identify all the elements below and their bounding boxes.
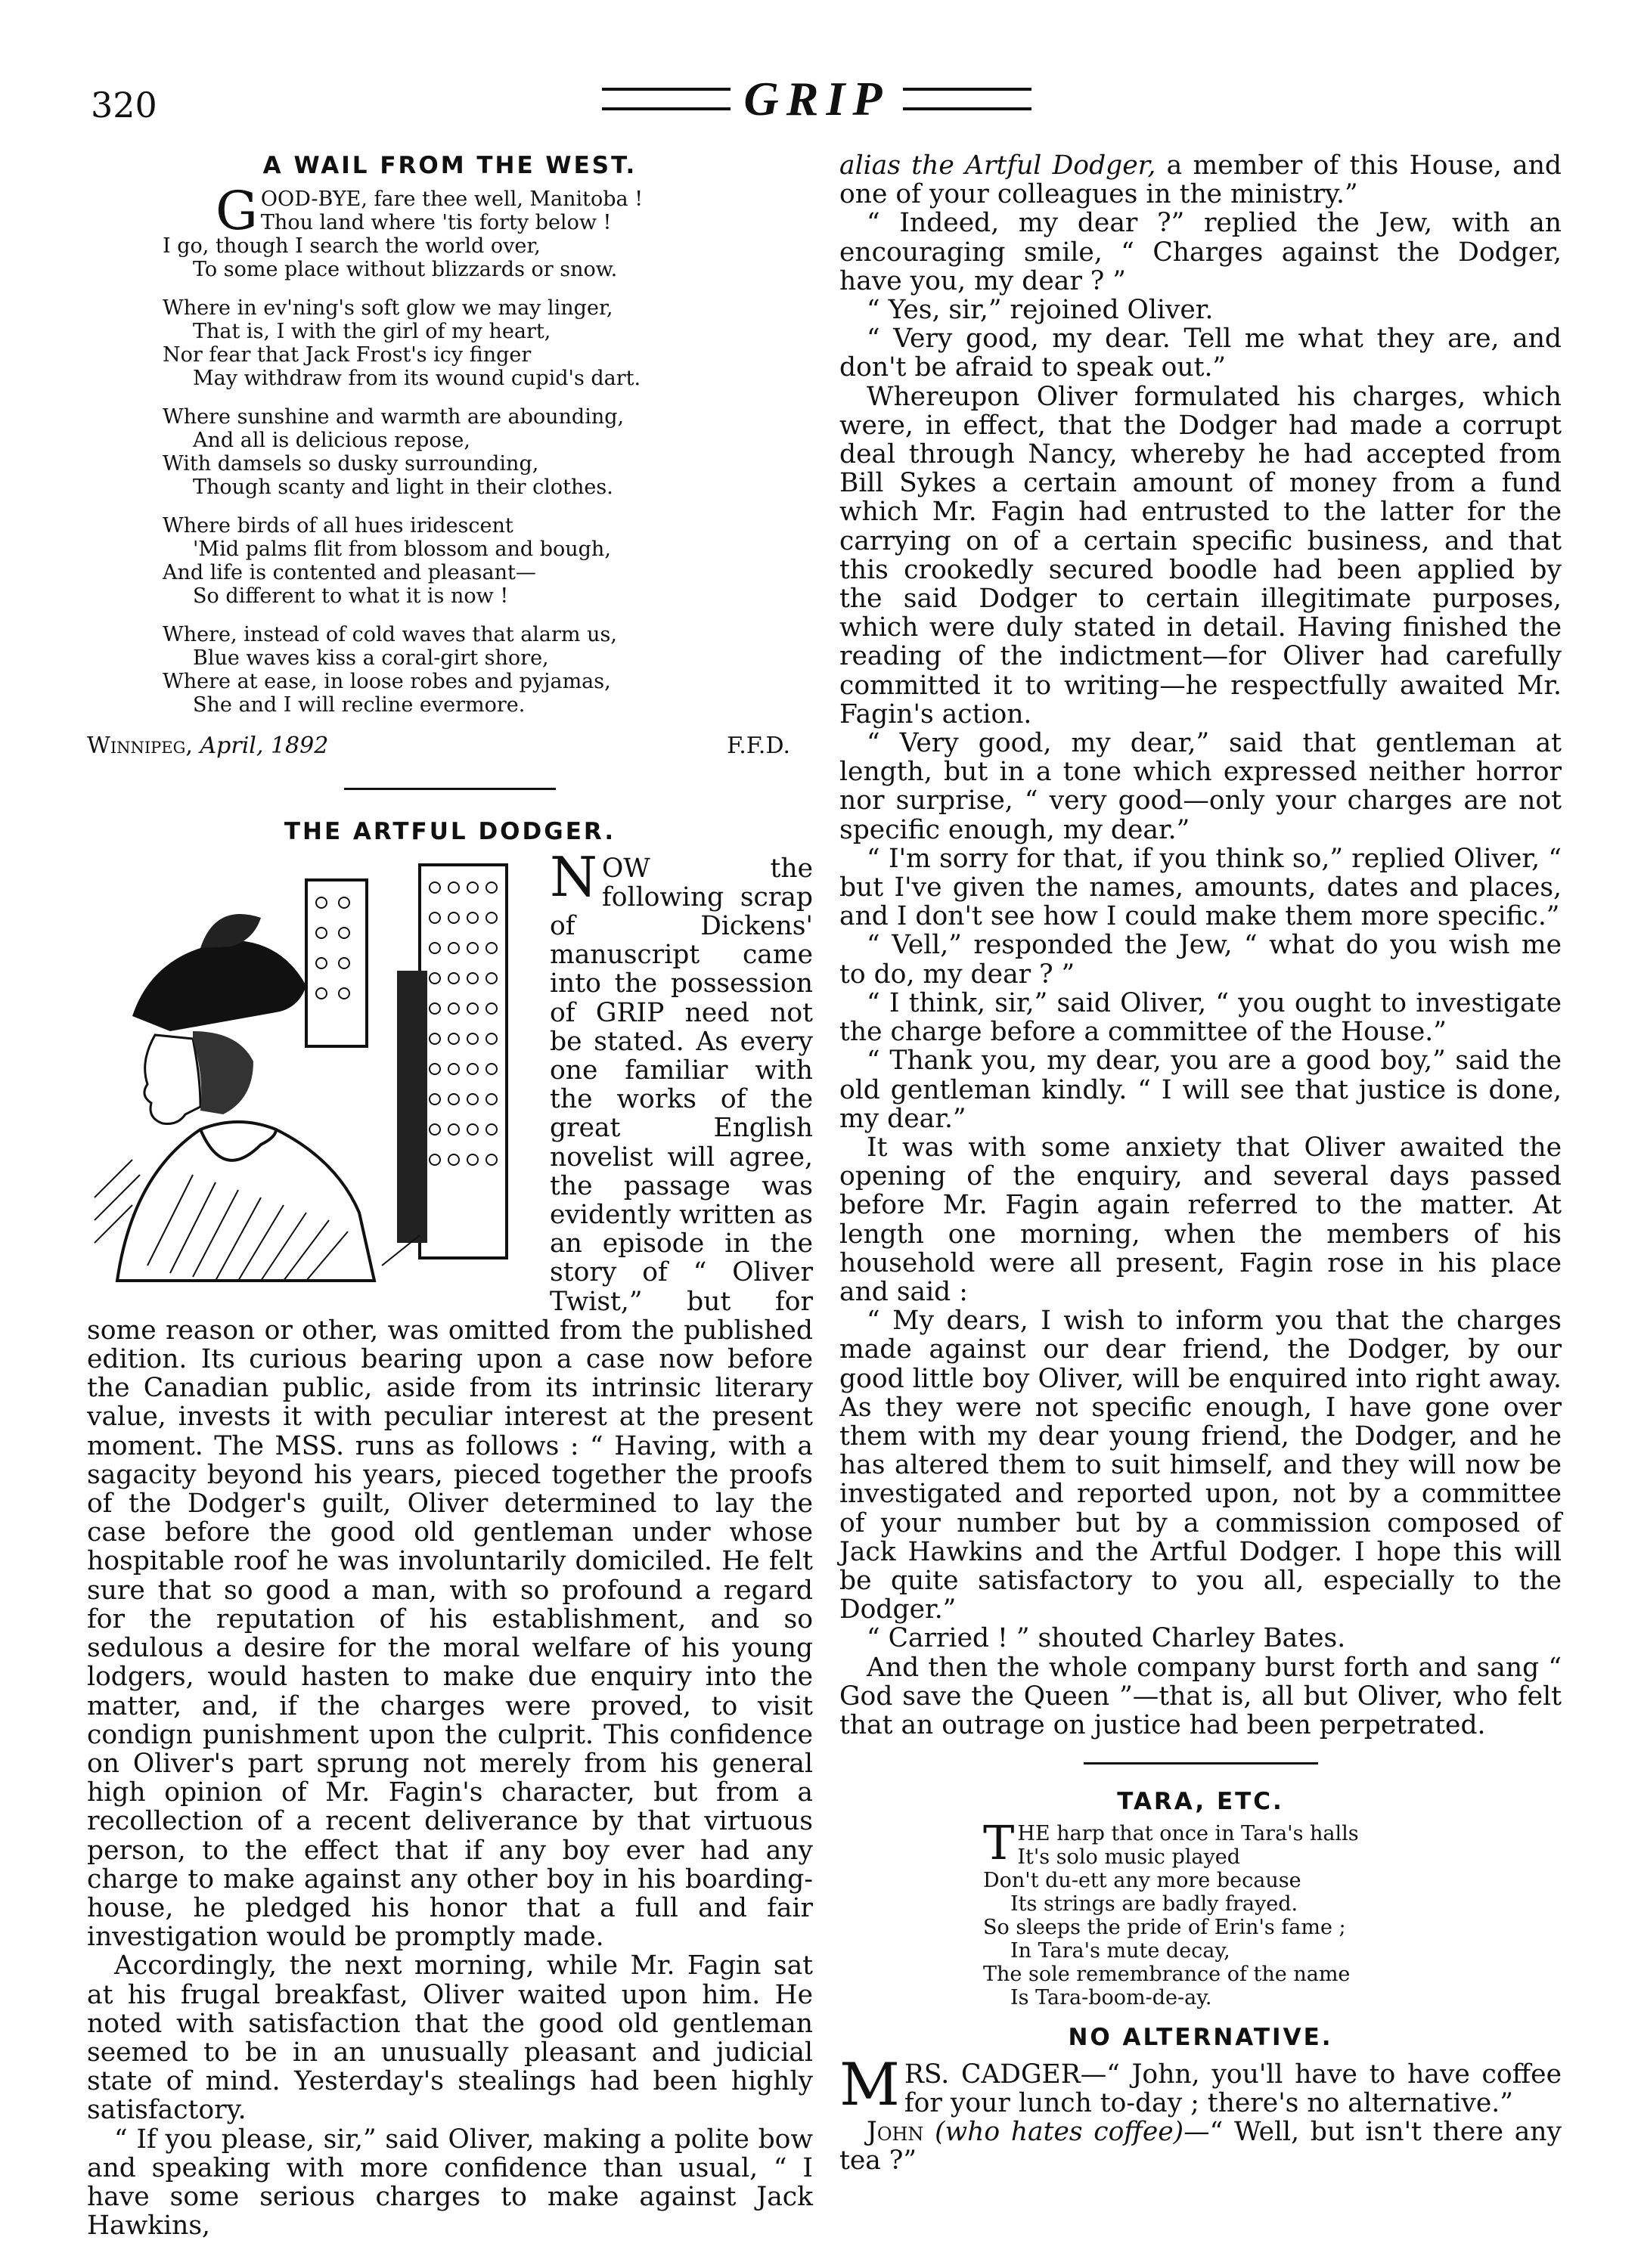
wail-stanza: [163, 514, 813, 608]
dodger-paragraph: “ If you please, sir,” said Oliver, making a polite bow and speaking with more confidence than usual, “ I have some serious charges to make against Jack Hawkins,: [87, 2124, 813, 2242]
dodger-paragraph: Accordingly, the next morning, while Mr. Fagin sat at his frugal breakfast, Oliver waited upon him. He noted with satisfaction that the good old gentleman seemed to be in an unusually pleasant and judicial state of mind. Yesterday's stealings had been highly satisfactory.: [87, 1950, 813, 2126]
poem-line: Though scanty and light in their clothes.: [193, 476, 613, 500]
poem-line: Its strings are badly frayed.: [1010, 1892, 1298, 1916]
masthead: [575, 73, 1059, 125]
signoff-dateline: [87, 732, 328, 761]
dodger-paragraph: “ Very good, my dear,” said that gentleman at length, but in a tone which expressed neither horror nor surprise, “ very good—only your charges are not specific enough, my dear.”: [839, 728, 1562, 845]
drop-cap: N: [550, 844, 597, 909]
dodger-paragraph: Whereupon Oliver formulated his charges, which were, in effect, that the Dodger had made a corrupt deal through Nancy, whereby he had accepted from Bill Sykes a certain amount of money from a fund which Mr. Fagin had entrusted to the latter for the carrying on of a certain specific business, and that this crookedly secured boodle had been applied by the said Dodger to certain illegitimate purposes, which were duly stated in detail. Having finished the reading of the indictment—for Oliver had carefully committed it to writing—he respectfully awaited Mr. Fagin's action.: [839, 381, 1562, 730]
right-column: [839, 151, 1562, 2175]
poem-line: Where at ease, in loose robes and pyjamas,: [163, 670, 611, 694]
poem-line: That is, I with the girl of my heart,: [193, 320, 551, 344]
woman-in-hat-illustration: [87, 857, 541, 1288]
masthead-rule-right: [903, 88, 1031, 110]
wail-signoff: [87, 732, 790, 761]
dodger-paragraph: “ I'm sorry for that, if you think so,” replied Oliver, “ but I've given the names, amounts, dates and places, and I don't see how I could make them more specific.”: [839, 843, 1562, 932]
section-divider: [344, 788, 556, 790]
dodger-paragraph: It was with some anxiety that Oliver awaited the opening of the enquiry, and several days passed before Mr. Fagin again referred to the matter. At length one morning, when the members of his household were all present, Fagin rose in his place and said :: [839, 1132, 1562, 1307]
dodger-paragraph: “ Vell,” responded the Jew, “ what do you wish me to do, my dear ? ”: [839, 930, 1562, 990]
dodger-paragraph: “ Very good, my dear. Tell me what they are, and don't be afraid to speak out.”: [839, 324, 1562, 383]
signoff-date: April, 1892: [200, 733, 329, 760]
poem-line: With damsels so dusky surrounding,: [163, 452, 539, 476]
signoff-place: Winnipeg,: [87, 733, 193, 760]
poem-line: Don't du-ett any more because: [983, 1869, 1301, 1893]
paragraph-text: —“ Well, but isn't there any tea ?”: [839, 2116, 1562, 2177]
poem-line: Where sunshine and warmth are abounding,: [163, 405, 625, 429]
dodger-opening-text: OW the following scrap of Dickens' manuscript came into the possession of GRIP need not be stated. As every one familiar with the works of the great English novelist will agree, the passage was evidently written as an episode in the story of “ Oliver Twist,” but for some reason or other, was omitted from the published edition. Its curious bearing upon a case now before the Canadian public, aside from its intrinsic literary value, invests it with peculiar interest at the present moment. The MSS. runs as follows : “ Having, with a sagacity beyond his years, pieced together the proofs of the Dodger's guilt, Oliver determined to lay the case before the good old gentleman under whose hospitable roof he was involuntarily domiciled. He felt sure that so good a man, with so profound a regard for the reputation of his establishment, and so sedulous a desire for the moral welfare of his young lodgers, would hasten to make due enquiry into the matter, and, if the charges were proved, to visit condign punishment upon the culprit. This confidence on Oliver's part sprung not merely from his general high opinion of Mr. Fagin's character, but from a recollection of a recent deliverance by that virtuous person, to the effect that if any boy ever had any charge to make against any other boy in his boarding-house, he pledged his honor that a full and fair investigation would be promptly made.: [87, 853, 813, 1953]
poem-line: She and I will recline evermore.: [193, 693, 526, 717]
tara-title: TARA, ETC.: [1117, 1788, 1284, 1816]
dodger-paragraph: “ Thank you, my dear, you are a good boy,” said the old gentleman kindly. “ I will see that justice is done, my dear.”: [839, 1046, 1562, 1134]
poem-line: Where birds of all hues iridescent: [163, 514, 513, 538]
poem-line: HE harp that once in Tara's halls: [1017, 1822, 1359, 1846]
masthead-rule-left: [602, 88, 731, 110]
dodger-paragraph: [839, 151, 1562, 209]
drop-cap: G: [216, 180, 258, 243]
dodger-paragraph: “ I think, sir,” said Oliver, “ you ought to investigate the charge before a committee of the House.”: [839, 987, 1562, 1048]
poem-line: Nor fear that Jack Frost's icy finger: [163, 343, 532, 367]
dodger-paragraph: “ Indeed, my dear ?” replied the Jew, with an encouraging smile, “ Charges against the Dodger, have you, my dear ? ”: [839, 208, 1562, 296]
page-number: 320: [91, 85, 157, 125]
poem-line: The sole remembrance of the name: [983, 1963, 1351, 1987]
drop-cap: M: [839, 2050, 900, 2119]
italic-text: alias: [839, 150, 901, 181]
tara-poem: [983, 1815, 1562, 2010]
alternative-paragraph: [839, 2050, 1562, 2119]
poem-line: I go, though I search the world over,: [163, 234, 541, 259]
italic-text: the Artful Dodger,: [911, 150, 1156, 181]
poem-line: In Tara's mute decay,: [1010, 1939, 1230, 1963]
signoff-initials: F.F.D.: [727, 733, 790, 760]
poem-line: Blue waves kiss a coral-girt shore,: [193, 646, 549, 671]
poem-line: Where, instead of cold waves that alarm us,: [163, 623, 617, 647]
dodger-paragraph: “ Carried ! ” shouted Charley Bates.: [867, 1623, 1346, 1654]
wail-poem: [163, 180, 813, 717]
dodger-paragraph: And then the whole company burst forth and sang “ God save the Queen ”—that is, all but Oliver, who felt that an outrage on justice had been perpetrated.: [839, 1652, 1562, 1740]
dodger-title: THE ARTFUL DODGER.: [284, 818, 616, 846]
wail-stanza: [163, 296, 813, 390]
section-divider: [1084, 1762, 1318, 1765]
poem-line: And all is delicious repose,: [193, 429, 470, 453]
masthead-title: GRIP: [743, 72, 890, 125]
wail-stanza: [163, 180, 813, 282]
alternative-title: NO ALTERNATIVE.: [1068, 2024, 1333, 2052]
poem-line: 'Mid palms flit from blossom and bough,: [193, 538, 611, 562]
poem-line: Where in ev'ning's soft glow we may linger,: [163, 296, 613, 321]
poem-line: So sleeps the pride of Erin's fame ;: [983, 1916, 1346, 1940]
wail-stanza: [163, 405, 813, 499]
poem-line: Is Tara-boom-de-ay.: [1010, 1986, 1212, 2010]
alternative-paragraph: [839, 2118, 1562, 2175]
paragraph-text: RS. CADGER—“ John, you'll have to have coffee for your lunch to-day ; there's no alternative.”: [904, 2059, 1562, 2118]
poem-line: May withdraw from its wound cupid's dart.: [193, 367, 641, 391]
paragraph-text: a member of this House, and one of your colleagues in the ministry.”: [839, 150, 1562, 210]
speaker-name: John: [867, 2116, 924, 2147]
poem-line: It's solo music played: [1017, 1845, 1241, 1870]
poem-line: So different to what it is now !: [193, 584, 509, 609]
stage-direction: (who hates coffee): [935, 2116, 1184, 2147]
poem-line: Thou land where 'tis forty below !: [260, 211, 612, 235]
wail-stanza: [163, 623, 813, 717]
poem-line: To some place without blizzards or snow.: [193, 258, 618, 282]
drop-cap: T: [983, 1815, 1015, 1871]
dodger-paragraph: “ Yes, sir,” rejoined Oliver.: [867, 295, 1214, 326]
poem-line: And life is contented and pleasant—: [163, 561, 536, 585]
poem-line: OOD-BYE, fare thee well, Manitoba !: [260, 187, 644, 212]
dodger-illustration: [87, 857, 541, 1288]
left-column: [87, 151, 813, 2240]
dodger-paragraph: “ My dears, I wish to inform you that the charges made against our dear friend, the Dodger, by our good little boy Oliver, will be enquired into right away. As they were not specific enough, I have gone over them with my dear young friend, the Dodger, and he has altered them to suit himself, and they will now be investigated and reported upon, not by a committee of your number but by a commission composed of Jack Hawkins and the Artful Dodger. I hope this will be quite satisfactory to you all, especially to the Dodger.”: [839, 1306, 1562, 1625]
wail-title: A WAIL FROM THE WEST.: [262, 152, 637, 179]
